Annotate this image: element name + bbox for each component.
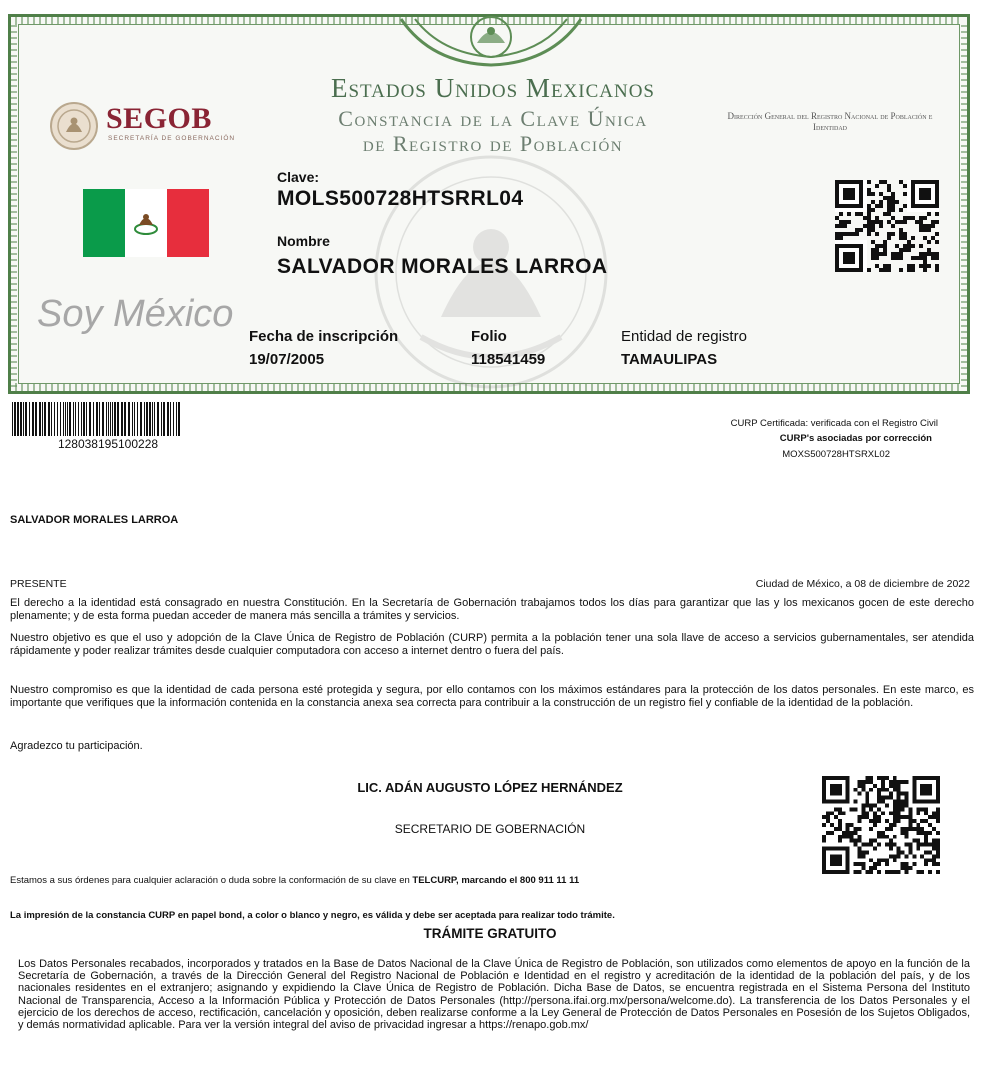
letter-paragraph-2: Nuestro objetivo es que el uso y adopción de la Clave Única de Registro de Población (CURP) permita a la población tener una sola llave de acceso a servicios gubernamentales, ser atendida rápidamente y poder realizar trámites desde cualquier computadora con acceso a internet dentro o fuera del país. (10, 632, 974, 657)
curp-certificada-text: CURP Certificada: verificada con el Registro Civil (730, 418, 938, 429)
privacy-notice: Los Datos Personales recabados, incorporados y tratados en la Base de Datos Nacional de la Clave Única de Registro de Población, son utilizados como elementos de apoyo en la función de la Secretaría de Gobernación, a través de la Dirección General del Registro Nacional de Población e Identidad en el registro y acreditación de la identidad de la población del país, y de los nacionales residentes en el extranjero; asignando y expidiendo la Clave Única de Registro de Población. Dicha Base de Datos, se encuentra registrada en el Sistema Persona del Instituto Nacional de Transparencia, Acceso a la Información Pública y Protección de Datos Personales (http://persona.ifai.org.mx/persona/welcome.do). La transferencia de los Datos Personales y el ejercicio de los derechos de acceso, rectificación, cancelación y oposición, deben realizarse conforme a la Ley General de Protección de Datos Personales en Posesión de los Sujetos Obligados, y demás normatividad aplicable. Para ver la versión integral del aviso de privacidad ingresar a https://renapo.gob.mx/ (18, 958, 970, 1032)
tramite-gratuito-heading: TRÁMITE GRATUITO (423, 926, 557, 941)
soy-mexico-slogan: Soy México (37, 293, 234, 335)
fecha-inscripcion-value: 19/07/2005 (249, 351, 325, 368)
barcode-icon (12, 402, 184, 436)
addressee-name: SALVADOR MORALES LARROA (10, 514, 179, 526)
border-pattern-left (11, 21, 17, 387)
entidad-registro-label: Entidad de registro (621, 328, 747, 345)
nombre-label: Nombre (277, 233, 330, 249)
qr-code-icon (835, 180, 939, 272)
signer-name: LIC. ADÁN AUGUSTO LÓPEZ HERNÁNDEZ (357, 780, 623, 795)
flag-eagle-icon (131, 207, 161, 237)
nombre-value: SALVADOR MORALES LARROA (277, 255, 608, 278)
letter-paragraph-3: Nuestro compromiso es que la identidad de cada persona esté protegida y segura, por ello contamos con los máximos estándares para la protección de los datos personales. En este marco, es importante que verifiques que la información contenida en la constancia anexa sea correcta para contribuir a la construcción de un registro fiel y confiable de la identidad de la población. (10, 684, 974, 709)
border-pattern-right (961, 21, 967, 387)
clave-value: MOLS500728HTSRRL04 (277, 187, 524, 210)
coat-of-arms-top-icon (391, 13, 591, 69)
curp-certificate-card (8, 14, 970, 394)
letter-paragraph-4: Agradezco tu participación. (10, 740, 143, 752)
mexico-flag-icon (83, 189, 209, 257)
letter-paragraph-1: El derecho a la identidad está consagrado en nuestra Constitución. En la Secretaría de Gobernación trabajamos todos los días para garantizar que las y los mexicanos gocen de este derecho plenamente; y de esta forma puedan acceder de manera más sencilla a trámites y servicios. (10, 597, 974, 622)
segob-subtitle: SECRETARÍA DE GOBERNACIÓN (108, 135, 236, 142)
entidad-registro-value: TAMAULIPAS (621, 351, 718, 368)
folio-value: 118541459 (471, 351, 546, 368)
curp-asociada-value: MOXS500728HTSRXL02 (782, 449, 890, 460)
segob-logo-text: SEGOB (106, 102, 212, 135)
signer-title: SECRETARIO DE GOBERNACIÓN (394, 822, 586, 836)
telcurp-phone: TELCURP, marcando el 800 911 11 11 (412, 875, 580, 886)
clave-label: Clave: (277, 169, 320, 185)
letter-date: Ciudad de México, a 08 de diciembre de 2022 (755, 578, 970, 590)
impresion-notice: La impresión de la constancia CURP en papel bond, a color o blanco y negro, es válida y debe ser aceptada para realizar todo trámite. (10, 910, 615, 921)
title-registro-poblacion: de Registro de Población (362, 131, 624, 156)
signature-qr-code-icon (822, 776, 940, 874)
folio-label: Folio (471, 328, 507, 345)
fecha-inscripcion-label: Fecha de inscripción (249, 328, 399, 345)
contact-text: Estamos a sus órdenes para cualquier aclaración o duda sobre la conformación de su clave en (10, 875, 413, 886)
title-estados-unidos-mexicanos: Estados Unidos Mexicanos (331, 73, 655, 103)
contact-line (10, 875, 579, 886)
barcode-number: 128038195100228 (57, 437, 159, 451)
title-constancia: Constancia de la Clave Única (338, 106, 648, 131)
direccion-general-label: Dirección General del Registro Nacional de Población e Identidad (727, 111, 933, 132)
curp-asociadas-label: CURP's asociadas por corrección (779, 433, 932, 444)
segob-seal-icon (49, 101, 99, 151)
presente-label: PRESENTE (10, 578, 67, 590)
